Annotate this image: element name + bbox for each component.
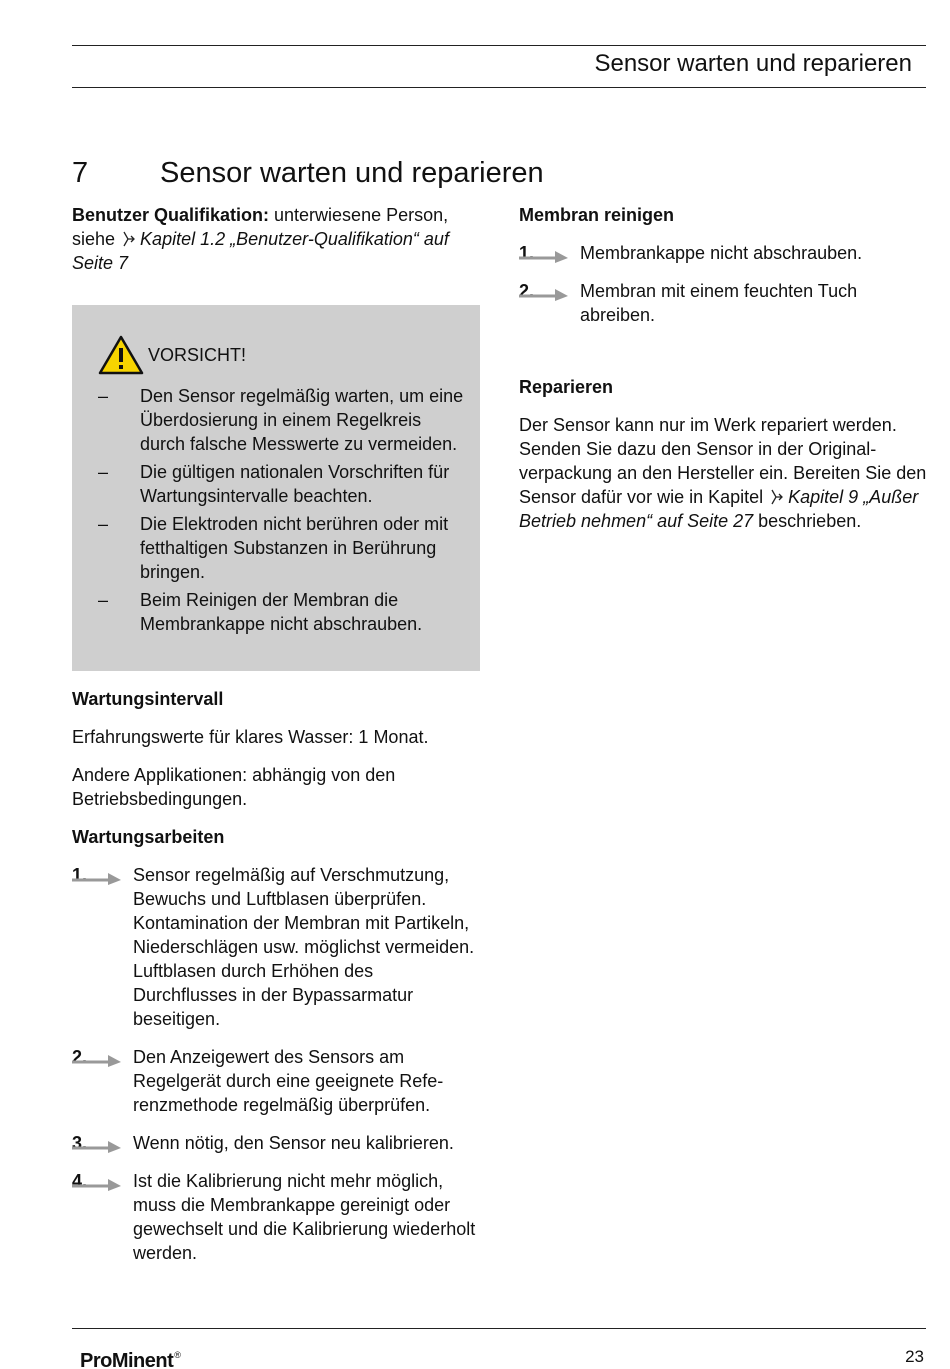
step-arrow-icon: [519, 288, 569, 302]
caution-item: – Die gültigen nationalen Vorschriften für Wartungsintervalle beachten.: [98, 462, 450, 506]
prominent-logo: ProMinent®: [80, 1350, 181, 1369]
qualification-text: unterwiesene Person, siehe: [72, 205, 449, 249]
qualification-link[interactable]: Kapitel 1.2 „Benutzer-Qualifikation“ auf Seite 7: [72, 229, 449, 273]
cross-reference-icon: [120, 231, 136, 247]
step-arrow-icon: [72, 1054, 122, 1068]
caution-box: [72, 305, 480, 671]
step-marker: 1.: [519, 241, 571, 267]
qualification-label: Benutzer Qualifikation:: [72, 205, 270, 225]
step-arrow-icon: [519, 250, 569, 264]
repair-paragraph: Der Sensor kann nur im Werk repariert werden. Senden Sie dazu den Sensor in der Originalverpackung an den Hersteller ein. Bereiten Sie den Sensor dafür vor wie in Kapitel Kapitel 9 „Außer Betrieb nehmen“ auf Seite 27 beschrieben.: [519, 415, 927, 531]
membrane-step: 1. Membrankappe nicht abschrauben.: [519, 241, 929, 265]
step-arrow-icon: [72, 1178, 122, 1192]
task-step: 2. Den Anzeigewert des Sensors am Regelgerät durch eine geeignete Referenzmethode regelmäßig überprüfen.: [72, 1047, 444, 1115]
running-title: Sensor warten und reparieren: [594, 50, 912, 77]
cross-reference-icon: [768, 489, 784, 505]
header-top-rule: [72, 45, 926, 46]
step-marker: 2.: [519, 279, 571, 305]
interval-paragraph-2: Andere Applikationen: abhängig von den Betriebsbedingungen.: [72, 765, 396, 809]
chapter-title: Sensor warten und reparieren: [160, 157, 544, 189]
footer-rule: [72, 1328, 926, 1329]
qualification-paragraph: [72, 203, 480, 275]
step-arrow-icon: [72, 872, 122, 886]
warning-triangle-icon: [98, 335, 144, 375]
task-step: 3. Wenn nötig, den Sensor neu kalibrieren.: [72, 1131, 480, 1155]
tasks-heading: Wartungsarbeiten: [72, 827, 225, 847]
chapter-number: 7: [72, 157, 89, 189]
step-arrow-icon: [72, 1140, 122, 1154]
step-marker: 2.: [72, 1045, 124, 1071]
header-bottom-rule: [72, 87, 926, 88]
tasks-steps: [72, 863, 480, 1265]
step-marker: 4.: [72, 1169, 124, 1195]
caution-item: – Den Sensor regelmäßig warten, um eine Überdosierung in einem Regelkreis durch falsche Messwerte zu vermeiden.: [98, 386, 464, 454]
membrane-step: 2. Membran mit einem feuchten Tuch abreiben.: [519, 281, 858, 325]
interval-paragraph-1: Erfahrungswerte für klares Wasser: 1 Monat.: [72, 727, 429, 747]
caution-list: [98, 384, 468, 636]
caution-header: [98, 335, 468, 375]
step-marker: 3.: [72, 1131, 124, 1157]
repair-heading: Reparieren: [519, 377, 614, 397]
right-column: [519, 203, 929, 533]
caution-item: – Die Elektroden nicht berühren oder mit fetthaltigen Substanzen in Berührung bringen.: [98, 514, 449, 582]
task-step: 4. Ist die Kalibrierung nicht mehr möglich, muss die Membrankappe gereinigt oder gewechselt und die Kalibrierung wiederholt werden.: [72, 1171, 476, 1263]
page-number: 23: [905, 1347, 924, 1366]
task-step: 1. Sensor regelmäßig auf Verschmutzung, Bewuchs und Luftblasen überprüfen. Kontamination der Membran mit Partikeln, Niederschlägen usw. möglichst vermeiden. Luftblasen durch Erhöhen des Durchflusses in der Bypassarmatur beseitigen.: [72, 865, 475, 1029]
caution-item: – Beim Reinigen der Membran die Membrankappe nicht abschrauben.: [98, 590, 423, 634]
repair-link[interactable]: Kapitel 9 „Außer Betrieb nehmen“ auf Seite 27: [519, 487, 919, 531]
membrane-heading: Membran reinigen: [519, 205, 675, 225]
interval-heading: Wartungsintervall: [72, 689, 224, 709]
left-column: [72, 203, 480, 1265]
membrane-steps: [519, 241, 929, 327]
caution-label: VORSICHT!: [148, 345, 247, 365]
step-marker: 1.: [72, 863, 124, 889]
